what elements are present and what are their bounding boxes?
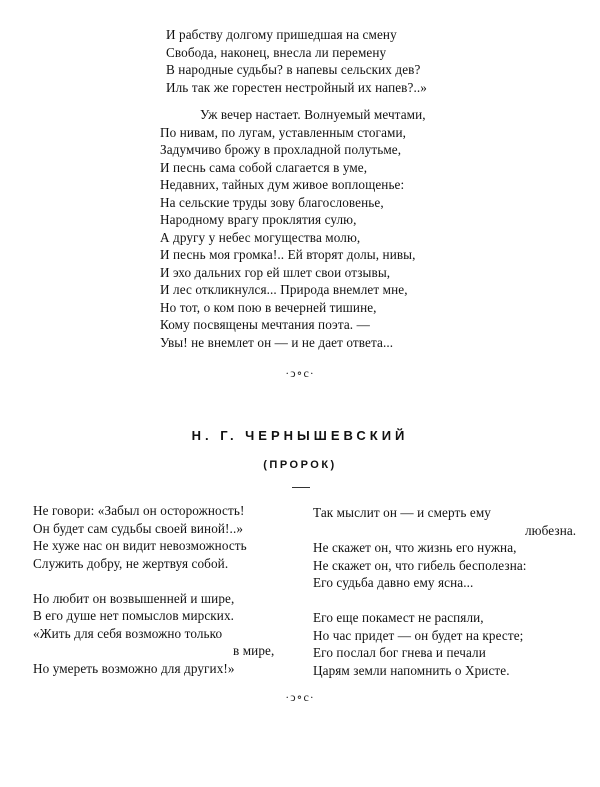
poem2-left-column <box>33 502 274 677</box>
verse-line: Не хуже нас он видит невозможность <box>33 538 247 553</box>
verse-line: И рабству долгому пришедшая на смену <box>166 27 397 42</box>
verse-line: Увы! не внемлет он — и не дает ответа... <box>160 334 394 350</box>
verse-line: Свобода, наконец, внесла ли перемену <box>166 44 387 60</box>
title-rule <box>292 487 310 488</box>
verse-line: Не скажет он, что гибель бесполезна: <box>313 557 527 573</box>
verse-line: И лес откликнулся... Природа внемлет мне, <box>160 282 408 297</box>
verse-line: Задумчиво брожу в прохладной полутьме, <box>160 142 402 157</box>
verse-line: Его судьба давно ему ясна... <box>313 575 474 590</box>
verse-line: Уж вечер настает. Волнуемый мечтами, <box>200 107 426 122</box>
verse-line-runover: любезна. <box>525 522 577 538</box>
author-heading: Н. Г. ЧЕРНЫШЕВСКИЙ <box>191 428 409 443</box>
verse-line: Кому посвящены мечтания поэта. — <box>160 317 370 332</box>
verse-line: И песнь сама собой слагается в уме, <box>160 159 368 175</box>
verse-line: В его душе нет помыслов мирских. <box>33 608 235 623</box>
verse-line: И эхо дальних гор ей шлет свои отзывы, <box>160 264 391 280</box>
verse-line: Но умереть возможно для других!» <box>33 660 235 676</box>
verse-line: Но тот, о ком пою в вечерней тишине, <box>160 299 377 315</box>
verse-line: Так мыслит он — и смерть ему <box>313 505 491 520</box>
verse-line: Служить добру, не жертвуя собой. <box>33 555 229 571</box>
verse-line: Не скажет он, что жизнь его нужна, <box>313 540 517 555</box>
verse-line: Он будет сам судьбы своей виной!..» <box>33 520 244 536</box>
verse-line: «Жить для себя возможно только <box>33 625 223 641</box>
verse-line: Недавних, тайных дум живое воплощенье: <box>160 177 405 192</box>
verse-line: А другу у небес могущества молю, <box>160 229 361 245</box>
verse-line: Его еще покамест не распяли, <box>313 610 484 625</box>
poem-stanza-1 <box>166 26 427 96</box>
ornament-divider-icon: ·ↄ∘c· <box>285 366 315 380</box>
verse-line: Но любит он возвышенней и шире, <box>33 590 235 606</box>
poem-title: (ПРОРОК) <box>263 459 337 471</box>
verse-line: И песнь моя громка!.. Ей вторят долы, нивы, <box>160 247 416 262</box>
poem-stanza-2 <box>160 106 426 351</box>
poem2-right-column <box>313 504 576 679</box>
verse-line: Но час придет — он будет на кресте; <box>313 627 524 643</box>
verse-line: Его послал бог гнева и печали <box>313 645 486 660</box>
verse-line: Не говори: «Забыл он осторожность! <box>33 503 245 518</box>
verse-line-runover: в мире, <box>233 643 275 658</box>
verse-line: Народному врагу проклятия сулю, <box>160 212 357 227</box>
verse-line: Иль так же горестен нестройный их напев?..» <box>166 79 427 95</box>
verse-line: По нивам, по лугам, уставленным стогами, <box>160 124 407 140</box>
ornament-divider-icon: ·ↄ∘c· <box>285 690 315 704</box>
verse-line: В народные судьбы? в напевы сельских дев? <box>166 62 421 77</box>
verse-line: Царям земли напомнить о Христе. <box>313 662 510 678</box>
verse-line: На сельские труды зову благословенье, <box>160 194 384 210</box>
